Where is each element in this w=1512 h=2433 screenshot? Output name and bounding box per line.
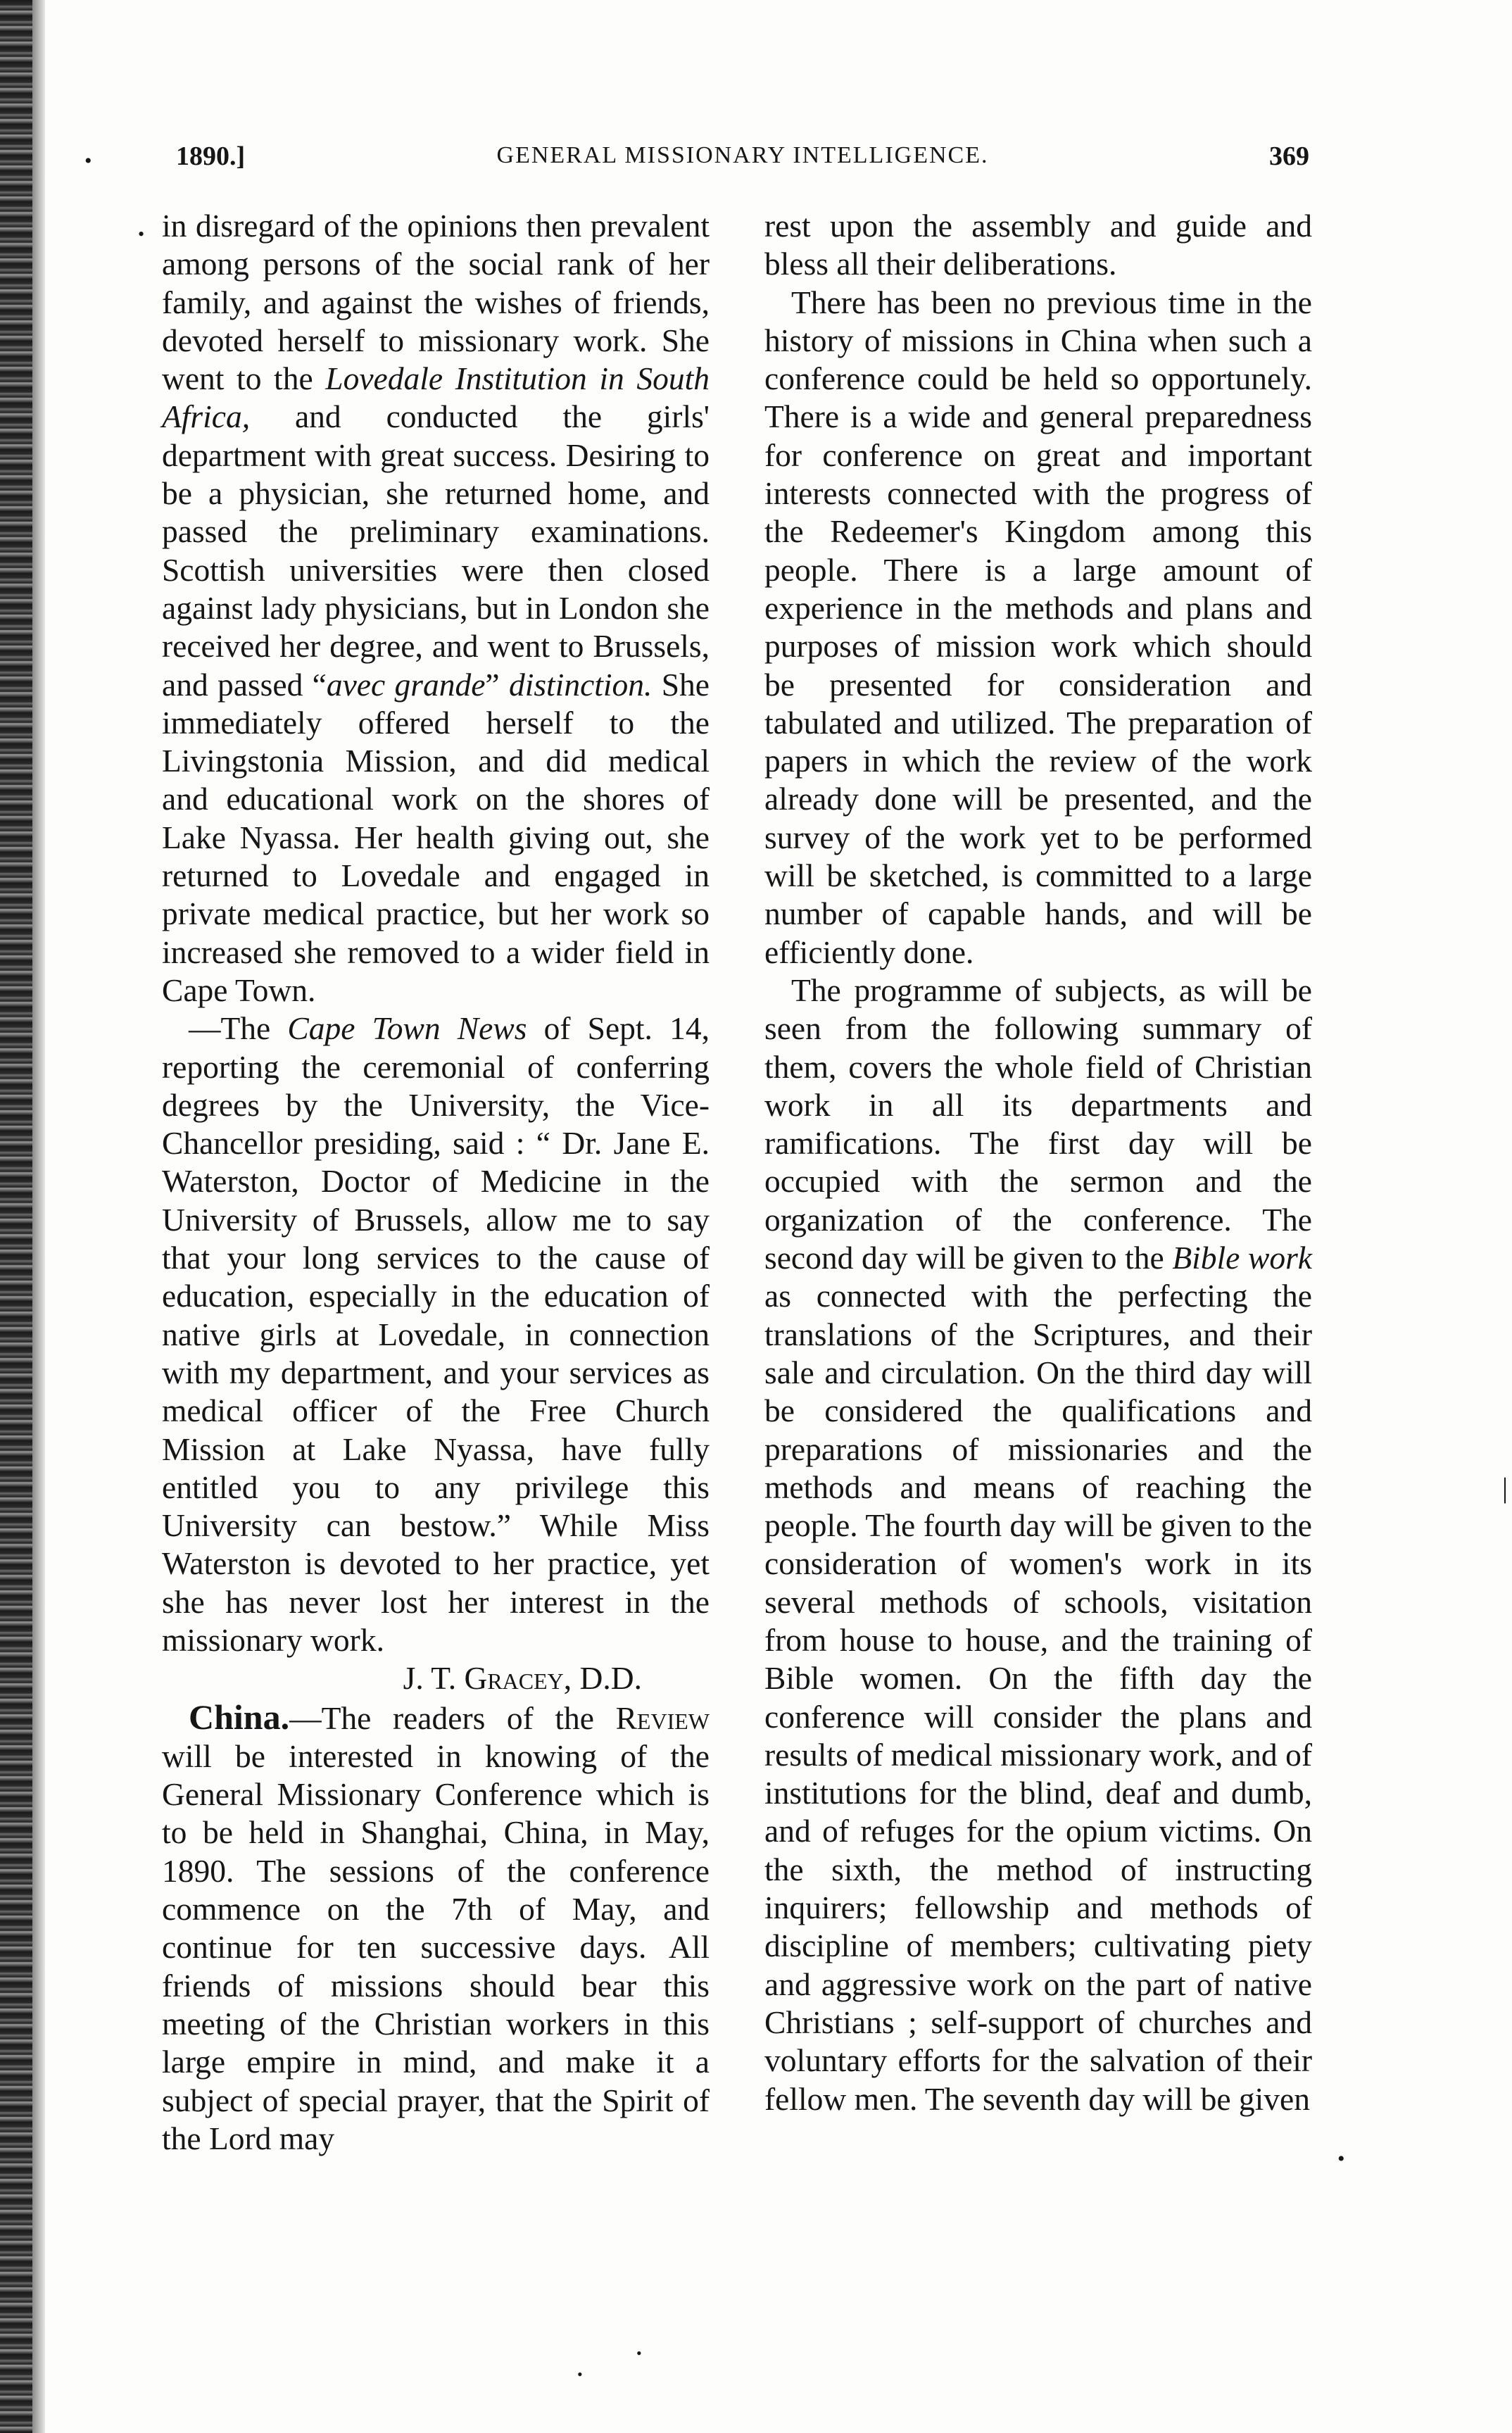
print-speck: • — [577, 2365, 583, 2383]
paragraph-opportunity: There has been no previous time in the history of missions in China when such a conference could be held so opportunely. There is a wide and general preparedness for conference on great and important interests connected with the progress of the Redeemer's Kingdom among this people. There is a large amount of experience in the methods and plans and purposes of mission work which should be presented for consideration and tabulated and utilized. The preparation of papers in which the review of the work already done will be presented, and the survey of the work yet to be performed will be sketched, is committed to a large number of capable hands, and will be efficiently done. — [764, 284, 1312, 970]
print-speck: • — [138, 224, 145, 244]
left-column — [162, 207, 710, 2158]
book-binding-edge — [0, 0, 32, 2433]
print-speck: • — [84, 149, 92, 172]
paragraph-programme: The programme of subjects, as will be seen from the following summary of them, covers the whole field of Christian work in all its departments and ramifications. The first day will be occupied with the sermon and the organization of the conference. The second day will be given to the Bible work as connected with the perfecting the translations of the Scriptures, and their sale and circulation. On the third day will be considered the qualifications and preparations of missionaries and the methods and means of reaching the people. The fourth day will be given to the consideration of women's work in its several methods of schools, visitation from house to house, and the training of Bible women. On the fifth day the conference will consider the plans and results of medical missionary work, and of institutions for the blind, deaf and dumb, and of refuges for the opium victims. On the sixth, the method of instructing inquirers; fellowship and methods of discipline of members; cultivating piety and aggressive work on the part of native Christians ; self-support of churches and voluntary efforts for the salvation of their fellow men. The seventh day will be given — [764, 972, 1312, 2117]
running-header — [176, 141, 1309, 183]
print-speck: • — [1337, 2147, 1345, 2170]
author-signature: J. T. Gracey, D.D. — [403, 1660, 642, 1697]
print-speck: • — [636, 2344, 642, 2362]
paragraph-continuation: rest upon the assembly and guide and bless all their deliberations. — [764, 208, 1312, 282]
header-date: 1890.] — [176, 142, 246, 171]
section-heading-china: China. — [189, 1697, 290, 1737]
right-column — [764, 207, 1312, 2118]
page-number: 369 — [1269, 142, 1309, 171]
paragraph-waterston-bio: in disregard of the opinions then prevalent among persons of the social rank of her family, and against the wishes of friends, devoted herself to missionary work. She went to the Lovedale Institution in South Africa, and conducted the girls' department with great success. Desiring to be a physician, she returned home, and passed the preliminary examinations. Scottish universities were then closed against lady physicians, but in London she received her degree, and went to Brussels, and passed “avec grande” distinction. She immediately offered herself to the Livingstonia Mission, and did medical and educational work on the shores of Lake Nyassa. Her health giving out, she returned to Lovedale and engaged in private medical practice, but her work so increased she removed to a wider field in Cape Town. — [162, 208, 710, 1008]
page-gutter-shadow — [32, 0, 45, 2433]
paragraph-china: China.—The readers of the Review will be interested in knowing of the General Missionary Conference which is to be held in Shanghai, China, in May, 1890. The sessions of the conference commence on the 7th of May, and continue for ten successive days. All friends of missions should bear this meeting of the Christian workers in this large empire in mind, and make it a subject of special prayer, that the Spirit of the Lord may — [162, 1697, 710, 2156]
print-speck: | — [1502, 1472, 1508, 1504]
header-title: GENERAL MISSIONARY INTELLIGENCE. — [496, 142, 989, 168]
paragraph-cape-town-news: —The Cape Town News of Sept. 14, reporting the ceremonial of conferring degrees by the University, the Vice-Chancellor presiding, said : “ Dr. Jane E. Waterston, Doctor of Medicine in the University of Brussels, allow me to say that your long services to the cause of education, especially in the education of native girls at Lovedale, in connection with my department, and your services as medical officer of the Free Church Mission at Lake Nyassa, have fully entitled you to any privilege this University can bestow.” While Miss Waterston is devoted to her practice, yet she has never lost her interest in the missionary work. — [162, 1010, 710, 1658]
